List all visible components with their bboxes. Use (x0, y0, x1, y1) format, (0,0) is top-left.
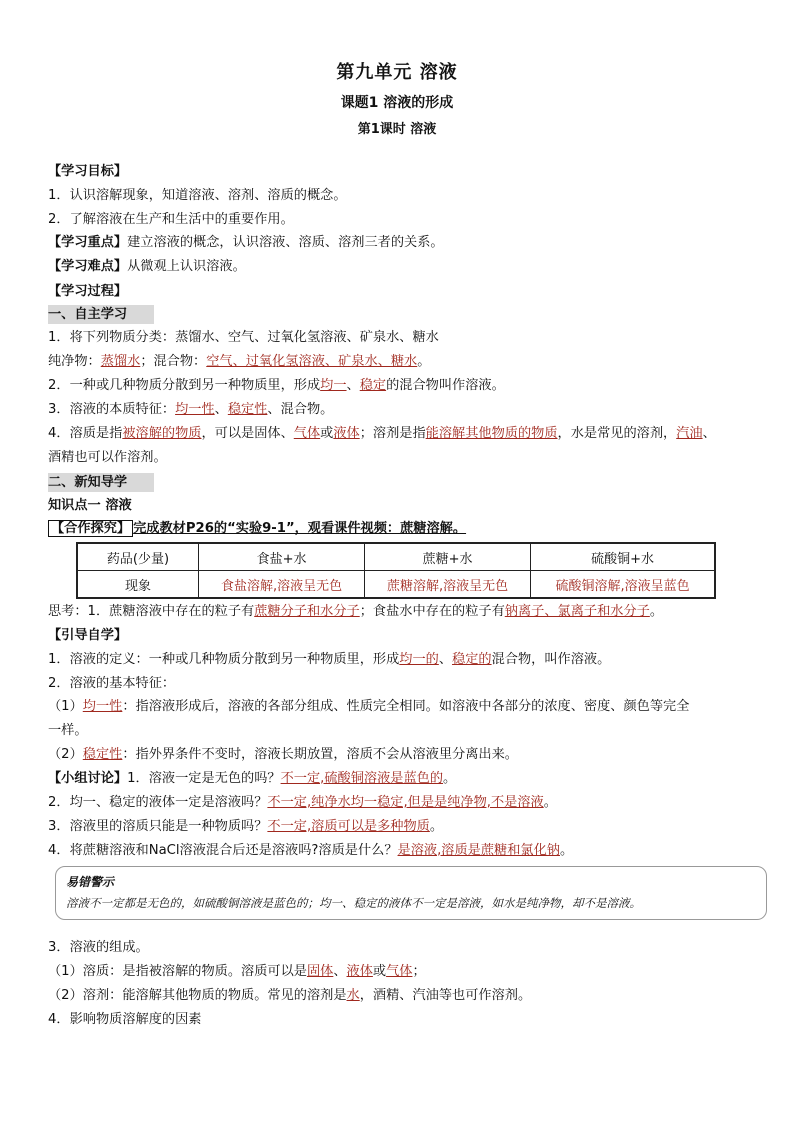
punct: 。 (443, 771, 457, 786)
answer: 不一定,纯净水均一稳定,但是是纯净物,不是溶液 (267, 795, 544, 810)
objective-2: 2．了解溶液在生产和生活中的重要作用。 (48, 212, 294, 227)
composition-solvent (48, 987, 758, 1005)
table-header-cell: 药品(少量) (77, 543, 199, 571)
section1-heading: 一、自主学习 (48, 307, 128, 322)
answer: 液体 (333, 426, 360, 441)
feature-uniformity-line2: 一样。 (48, 723, 88, 738)
key-point-heading: 【学习重点】 (48, 235, 128, 250)
discussion-q4 (48, 842, 758, 860)
table-row-label: 现象 (77, 571, 199, 599)
s1-answer-1 (48, 353, 758, 371)
text: ，水是常见的溶剂， (557, 426, 677, 441)
text: 的混合物叫作溶液。 (386, 378, 505, 393)
answer: 汽油 (676, 426, 703, 441)
pure-label: 纯净物： (48, 354, 101, 369)
text: 2．均一、稳定的液体一定是溶液吗？ (48, 795, 268, 810)
key-point (48, 234, 758, 252)
guide-features: 2．溶液的基本特征： (48, 676, 176, 691)
feature-uniformity (48, 698, 758, 716)
text: ；溶剂是指 (359, 426, 426, 441)
text: （1）溶质：是指被溶解的物质。溶质可以是 (48, 964, 307, 979)
guide-heading: 【引导自学】 (48, 628, 128, 643)
s1-question-4 (48, 425, 758, 443)
punct: 。 (543, 795, 557, 810)
discussion-q2 (48, 794, 758, 812)
difficulty-text: 从微观上认识溶液。 (127, 259, 246, 274)
punct: 。 (417, 354, 431, 369)
section1-bar (48, 305, 154, 324)
section2-bar (48, 473, 154, 492)
answer: 水 (346, 988, 360, 1003)
answer: 气体 (293, 426, 321, 441)
answer: 稳定 (359, 378, 387, 393)
table-row (77, 571, 715, 599)
mix-label: ；混合物： (140, 354, 207, 369)
guide-definition (48, 651, 758, 669)
composition-heading: 3．溶液的组成。 (48, 940, 149, 955)
table-header-row (77, 543, 715, 571)
section2-heading: 二、新知导学 (48, 475, 128, 490)
answer: 能溶解其他物质的物质 (425, 426, 558, 441)
table-cell: 食盐溶解,溶液呈无色 (199, 571, 365, 599)
text: ：指溶液形成后，溶液的各部分组成、性质完全相同。如溶液中各部分的浓度、密度、颜色等完全 (122, 699, 690, 714)
answer: 不一定,硫酸铜溶液是蓝色的 (280, 771, 444, 786)
punct: 、 (438, 652, 453, 667)
table-cell: 蔗糖溶解,溶液呈无色 (365, 571, 531, 599)
punct: ； (412, 964, 426, 979)
answer: 固体 (306, 964, 334, 979)
text: 4．溶质是指 (48, 426, 123, 441)
text: 2．一种或几种物质分散到另一种物质里，形成 (48, 378, 321, 393)
text: （2）溶剂：能溶解其他物质的物质。常见的溶剂是 (48, 988, 347, 1003)
answer: 被溶解的物质 (122, 426, 202, 441)
text: 1．溶液的定义：一种或几种物质分散到另一种物质里，形成 (48, 652, 400, 667)
difficulty-heading: 【学习难点】 (48, 259, 128, 274)
answer: 气体 (386, 964, 413, 979)
discussion-q1 (48, 770, 758, 788)
lesson-title: 课题1 溶液的形成 (340, 95, 454, 111)
answer: 不一定,溶质可以是多种物质 (267, 819, 430, 834)
table-header-cell: 硫酸铜+水 (531, 543, 715, 571)
objective-1: 1．认识溶解现象，知道溶液、溶剂、溶质的概念。 (48, 188, 347, 203)
punct: 、 (702, 426, 716, 441)
text: 或 (372, 964, 387, 979)
text: ：指外界条件不变时，溶液长期放置，溶质不会从溶液里分离出来。 (122, 747, 518, 762)
answer: 均一 (320, 378, 347, 393)
objectives-heading: 【学习目标】 (48, 164, 128, 179)
answer: 液体 (346, 964, 373, 979)
text: 、混合物。 (267, 402, 334, 417)
knowledge-point: 知识点一 溶液 (48, 498, 132, 513)
alert-title: 易错警示 (66, 875, 115, 889)
text: 3．溶液的本质特征： (48, 402, 176, 417)
punct: 。 (559, 843, 574, 858)
punct: 。 (649, 604, 664, 619)
answer: 均一性 (175, 402, 215, 417)
table-cell: 硫酸铜溶解,溶液呈蓝色 (531, 571, 715, 599)
punct: 、 (214, 402, 228, 417)
table-header-cell: 食盐+水 (199, 543, 365, 571)
coop-text: 完成教材P26的“实验9-1”，观看课件视频：蔗糖溶解。 (133, 521, 467, 536)
difficulty (48, 258, 758, 276)
s1-question-1: 1．将下列物质分类：蒸馏水、空气、过氧化氢溶液、矿泉水、糖水 (48, 330, 439, 345)
text: （1） (48, 699, 83, 714)
answer: 稳定性 (227, 402, 268, 417)
composition-solute (48, 963, 758, 981)
text: 混合物，叫作溶液。 (491, 652, 611, 667)
think-question (48, 603, 758, 621)
answer: 钠离子、氯离子和水分子 (504, 604, 650, 619)
text: 1．溶液一定是无色的吗？ (127, 771, 281, 786)
text: 或 (320, 426, 334, 441)
answer: 均一的 (399, 652, 439, 667)
error-alert-box (55, 866, 767, 920)
solubility-factors: 4．影响物质溶解度的因素 (48, 1012, 202, 1027)
mix-answer: 空气、过氧化氢溶液、矿泉水、糖水 (206, 354, 418, 369)
text: 思考：1．蔗糖溶液中存在的粒子有 (48, 604, 255, 619)
discussion-q3 (48, 818, 758, 836)
text: ，酒精、汽油等也可作溶剂。 (359, 988, 532, 1003)
text: ，可以是固体、 (201, 426, 294, 441)
answer: 均一性 (82, 699, 123, 714)
answer: 稳定性 (82, 747, 123, 762)
period-title: 第1课时 溶液 (357, 122, 437, 137)
punct: 、 (333, 964, 347, 979)
s1-question-2 (48, 377, 758, 395)
answer: 是溶液,溶质是蔗糖和氯化钠 (397, 843, 560, 858)
coop-label: 【合作探究】 (48, 520, 133, 537)
text: ；食盐水中存在的粒子有 (359, 604, 505, 619)
text: （2） (48, 747, 83, 762)
discussion-label: 【小组讨论】 (48, 771, 128, 786)
punct: 、 (346, 378, 360, 393)
feature-stability (48, 746, 758, 764)
process-heading: 【学习过程】 (48, 284, 128, 299)
s1-question-4-line2: 酒精也可以作溶剂。 (48, 450, 167, 465)
table-header-cell: 蔗糖+水 (365, 543, 531, 571)
pure-answer: 蒸馏水 (100, 354, 141, 369)
answer: 蔗糖分子和水分子 (254, 604, 360, 619)
text: 4．将蔗糖溶液和NaCl溶液混合后还是溶液吗?溶质是什么？ (48, 843, 398, 858)
s1-question-3 (48, 401, 758, 419)
punct: 。 (429, 819, 444, 834)
key-point-text: 建立溶液的概念，认识溶液、溶质、溶剂三者的关系。 (127, 235, 444, 250)
answer: 稳定的 (452, 652, 492, 667)
alert-text: 溶液不一定都是无色的，如硫酸铜溶液是蓝色的；均一、稳定的液体不一定是溶液，如水是纯净物，却不是溶液。 (66, 896, 641, 910)
coop-explore (48, 520, 758, 538)
text: 3．溶液里的溶质只能是一种物质吗？ (48, 819, 268, 834)
experiment-table (76, 542, 716, 599)
unit-title: 第九单元 溶液 (336, 62, 458, 83)
